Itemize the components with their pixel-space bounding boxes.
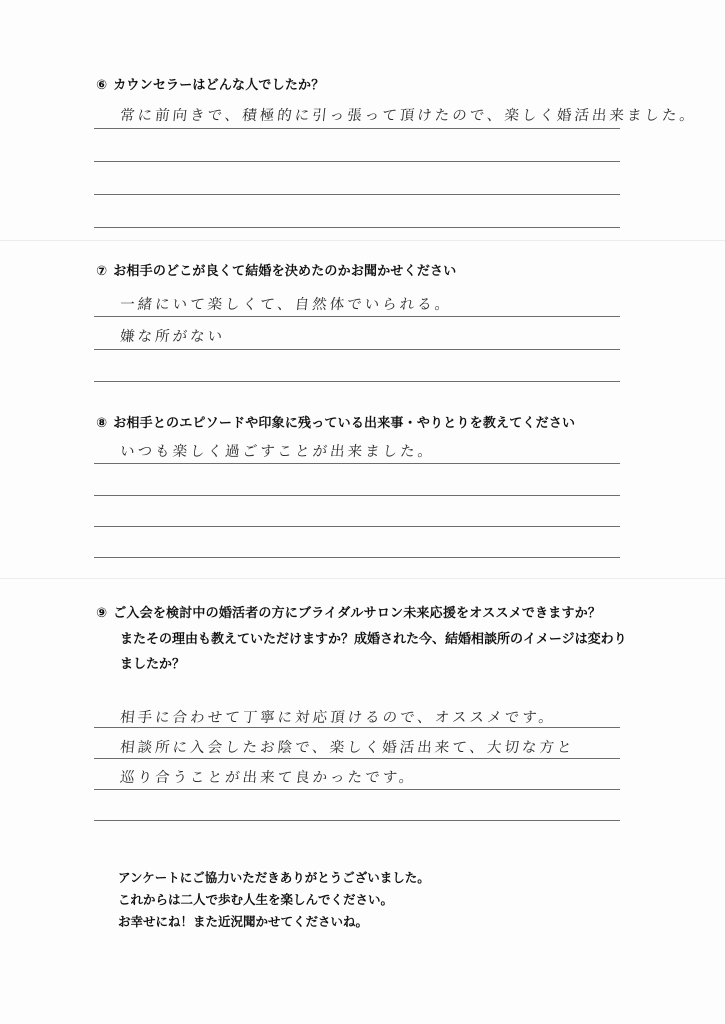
answer-line — [94, 526, 620, 527]
closing-message-line-1: アンケートにご協力いただきありがとうございました。 — [118, 870, 430, 885]
handwritten-answer-9-line-2: 相談所に入会したお陰で、楽しく婚活出来て、大切な方と — [119, 740, 576, 756]
handwritten-answer-6-line-1: 常に前向きで、積極的に引っ張って頂けたので、楽しく婚活出来ました。 — [119, 108, 698, 124]
question-text: お相手とのエピソードや印象に残っている出来事・やりとりを教えてください — [113, 416, 576, 431]
question-6 — [96, 76, 324, 96]
closing-message-line-2: これからは二人で歩む人生を楽しんでください。 — [118, 892, 394, 907]
handwritten-answer-7-line-2: 嫌な所がない — [119, 329, 226, 345]
answer-line — [94, 727, 620, 728]
question-number: ⑥ — [96, 78, 108, 93]
question-9 — [96, 604, 601, 624]
question-number: ⑨ — [96, 606, 108, 621]
answer-line — [94, 557, 620, 558]
answer-line — [94, 820, 620, 821]
paper-fold-line — [0, 578, 725, 579]
answer-line — [94, 194, 620, 195]
question-text-line-2: またその理由も教えていただけますか？成婚された今、結婚相談所のイメージは変わり — [120, 632, 627, 647]
handwritten-answer-8-line-1: いつも楽しく過ごすことが出来ました。 — [119, 444, 436, 460]
question-7 — [96, 262, 456, 282]
answer-line — [94, 128, 620, 129]
handwritten-answer-9-line-3: 巡り合うことが出来て良かったです。 — [119, 770, 418, 786]
handwritten-answer-7-line-1: 一緒にいて楽しくて、自然体でいられる。 — [119, 297, 454, 313]
question-text: お相手のどこが良くて結婚を決めたのかお聞かせください — [113, 264, 457, 279]
answer-line — [94, 316, 620, 317]
answer-line — [94, 381, 620, 382]
answer-line — [94, 463, 620, 464]
answer-line — [94, 161, 620, 162]
handwritten-answer-9-line-1: 相手に合わせて丁寧に対応頂けるので、オススメです。 — [119, 710, 557, 726]
answer-line — [94, 495, 620, 496]
paper-fold-line — [0, 240, 725, 241]
question-text-line-1: ご入会を検討中の婚活者の方にブライダルサロン未来応援をオススメできますか？ — [113, 606, 602, 621]
answer-line — [94, 789, 620, 790]
closing-message-line-3: お幸せにね！また近況聞かせてくださいね。 — [118, 914, 369, 929]
question-8 — [96, 414, 575, 434]
answer-line — [94, 349, 620, 350]
answer-line — [94, 758, 620, 759]
answer-line — [94, 227, 620, 228]
question-number: ⑦ — [96, 264, 108, 279]
question-text: カウンセラーはどんな人でしたか？ — [113, 78, 325, 93]
question-text-line-3: ましたか？ — [120, 657, 186, 672]
question-number: ⑧ — [96, 416, 108, 431]
